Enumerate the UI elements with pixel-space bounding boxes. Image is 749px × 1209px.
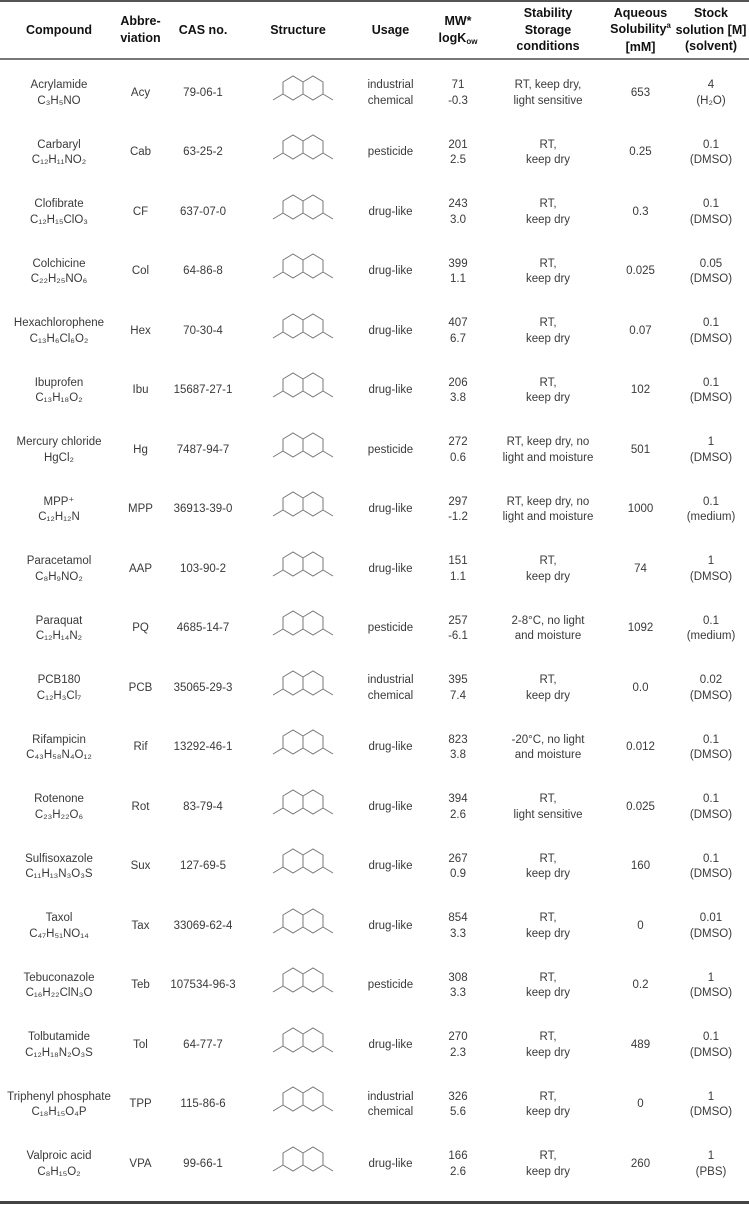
solubility-cell: 501 — [630, 443, 651, 456]
abbreviation-cell: VPA — [129, 1157, 152, 1170]
compound-formula: C₂₂H₂₅NO₆ — [30, 273, 88, 286]
stability-cell: RT, keep dry — [525, 555, 571, 583]
table-row — [0, 1076, 749, 1136]
solubility-cell: 653 — [630, 86, 651, 99]
cas-cell: 36913-39-0 — [173, 503, 233, 516]
col-stock: Stock solution [M] (solvent) — [675, 5, 747, 54]
usage-cell: industrial chemical — [367, 674, 414, 702]
cas-cell: 35065-29-3 — [173, 681, 233, 694]
mw-logkow-cell: 272 0.6 — [448, 436, 468, 464]
abbreviation-cell: Sux — [130, 860, 151, 873]
solubility-cell: 0 — [637, 919, 644, 932]
stock-cell: 0.1 (DMSO) — [689, 317, 733, 345]
bottom-rule — [0, 1201, 749, 1204]
stock-cell: 0.1 (DMSO) — [689, 138, 733, 167]
table-body — [0, 60, 749, 1195]
stability-cell: RT, keep dry — [525, 1150, 571, 1178]
table-row — [0, 362, 749, 422]
compound-name: Tolbutamide — [27, 1031, 90, 1044]
compound-cell — [0, 852, 118, 883]
stock-cell: 0.02 (DMSO) — [689, 674, 733, 702]
structure-icon — [243, 605, 353, 653]
structure-icon — [243, 129, 353, 177]
stability-cell: -20°C, no light and moisture — [511, 733, 585, 762]
mw-logkow-cell: 151 1.1 — [448, 555, 468, 583]
compound-cell — [0, 435, 118, 466]
stock-cell: 0.01 (DMSO) — [689, 912, 733, 940]
table-row — [0, 957, 749, 1017]
compound-name: MPP⁺ — [43, 495, 75, 508]
stock-cell: 1 (PBS) — [695, 1150, 727, 1178]
compound-formula: C₁₂H₁₁NO₂ — [31, 154, 87, 167]
compound-cell — [0, 1090, 118, 1121]
solubility-cell: 0.0 — [632, 681, 649, 694]
compound-cell — [0, 1030, 118, 1061]
table-row — [0, 421, 749, 481]
table-row — [0, 481, 749, 541]
stability-cell: RT, keep dry — [525, 198, 571, 226]
solubility-cell: 102 — [630, 384, 651, 397]
compound-formula: HgCl₂ — [43, 451, 75, 464]
table-row — [0, 897, 749, 957]
compound-name: Tebuconazole — [23, 971, 95, 984]
compound-formula: C₃H₅NO — [37, 94, 81, 107]
stock-cell: 0.05 (DMSO) — [689, 257, 733, 286]
cas-cell: 99-66-1 — [183, 1157, 223, 1170]
mw-logkow-cell: 823 3.8 — [448, 733, 468, 762]
structure-icon — [243, 1141, 353, 1189]
stability-cell: RT, keep dry — [525, 852, 571, 881]
table-row — [0, 124, 749, 184]
stock-cell: 4 (H₂O) — [696, 79, 726, 107]
usage-cell: pesticide — [367, 622, 414, 635]
solubility-cell: 1000 — [627, 503, 654, 516]
compound-name: PCB180 — [37, 674, 81, 687]
abbreviation-cell: AAP — [128, 562, 152, 575]
structure-icon — [243, 189, 353, 237]
compound-cell — [0, 792, 118, 823]
cas-cell: 64-77-7 — [183, 1038, 223, 1051]
col-solubility: Aqueous Solubility$^a$ [mM] — [610, 5, 671, 54]
stability-cell: RT, keep dry — [525, 317, 571, 345]
compound-name: Rotenone — [34, 793, 84, 806]
compound-cell — [0, 733, 118, 764]
stock-cell: 0.1 (DMSO) — [689, 733, 733, 762]
abbreviation-cell: MPP — [128, 503, 153, 516]
compound-name: Colchicine — [32, 257, 86, 270]
usage-cell: drug-like — [368, 205, 413, 218]
compound-formula: C₁₂H₁₂N — [38, 511, 80, 524]
compound-formula: C₁₃H₆Cl₆O₂ — [29, 332, 89, 345]
compound-cell — [0, 911, 118, 942]
cas-cell: 637-07-0 — [179, 205, 227, 218]
structure-icon — [243, 1022, 353, 1070]
usage-cell: industrial chemical — [367, 1090, 414, 1119]
stock-cell: 1 (DMSO) — [689, 971, 733, 1000]
abbreviation-cell: TPP — [129, 1098, 152, 1111]
solubility-cell: 0.25 — [629, 146, 652, 159]
cas-cell: 83-79-4 — [183, 800, 223, 813]
compound-cell — [0, 376, 118, 407]
mw-logkow-cell: 326 5.6 — [448, 1090, 468, 1119]
usage-cell: drug-like — [368, 384, 413, 397]
col-mw-logkow: MW* logK$_{ow}$ — [438, 13, 478, 46]
col-compound: Compound — [26, 22, 92, 37]
compound-cell — [0, 78, 118, 109]
usage-cell: drug-like — [368, 919, 413, 932]
compound-name: Carbaryl — [37, 138, 81, 151]
compound-cell — [0, 614, 118, 645]
compound-formula: C₁₂H₁₄N₂ — [35, 630, 83, 643]
solubility-cell: 0.2 — [632, 979, 649, 992]
stability-cell: RT, keep dry — [525, 138, 571, 167]
solubility-cell: 1092 — [627, 622, 654, 635]
cas-cell: 13292-46-1 — [173, 741, 233, 754]
abbreviation-cell: Acy — [130, 86, 151, 99]
stock-cell: 1 (DMSO) — [689, 1090, 733, 1119]
usage-cell: drug-like — [368, 324, 413, 337]
structure-icon — [243, 962, 353, 1010]
usage-cell: pesticide — [367, 979, 414, 992]
stock-cell: 0.1 (medium) — [686, 495, 736, 524]
mw-logkow-cell: 297 -1.2 — [448, 495, 468, 524]
compound-cell — [0, 197, 118, 228]
stock-cell: 0.1 (DMSO) — [689, 198, 733, 226]
structure-icon — [243, 1081, 353, 1129]
table-row — [0, 719, 749, 779]
mw-logkow-cell: 71 -0.3 — [448, 79, 468, 107]
compound-name: Mercury chloride — [16, 436, 102, 449]
stability-cell: RT, keep dry — [525, 912, 571, 940]
table-row — [0, 183, 749, 243]
compound-name: Acrylamide — [30, 79, 88, 92]
abbreviation-cell: Cab — [129, 146, 152, 159]
solubility-cell: 0.07 — [629, 324, 652, 337]
compound-cell — [0, 257, 118, 288]
compound-cell — [0, 495, 118, 526]
compound-formula: C₁₆H₂₂ClN₃O — [25, 987, 93, 1000]
structure-icon — [243, 665, 353, 713]
compound-cell — [0, 971, 118, 1002]
structure-icon — [243, 308, 353, 356]
col-stability: Stability Storage conditions — [516, 5, 580, 54]
abbreviation-cell: Tol — [133, 1038, 148, 1051]
table-row — [0, 838, 749, 898]
stability-cell: 2-8°C, no light and moisture — [511, 614, 585, 643]
compound-name: Sulfisoxazole — [25, 852, 93, 865]
compound-cell — [0, 316, 118, 347]
col-structure: Structure — [270, 22, 326, 37]
compound-name: Valproic acid — [26, 1150, 92, 1163]
table-header — [0, 0, 749, 60]
compound-formula: C₁₈H₁₅O₄P — [31, 1106, 87, 1119]
mw-logkow-cell: 201 2.5 — [448, 138, 468, 167]
abbreviation-cell: Rif — [133, 741, 148, 754]
solubility-cell: 0 — [637, 1098, 644, 1111]
stability-cell: RT, keep dry — [525, 971, 571, 1000]
compound-formula: C₁₂H₃Cl₇ — [36, 689, 82, 702]
stock-cell: 1 (DMSO) — [689, 436, 733, 464]
usage-cell: drug-like — [368, 562, 413, 575]
solubility-cell: 260 — [630, 1157, 651, 1170]
mw-logkow-cell: 308 3.3 — [448, 971, 468, 1000]
stability-cell: RT, keep dry, no light and moisture — [502, 436, 594, 464]
cas-cell: 15687-27-1 — [173, 384, 233, 397]
stability-cell: RT, keep dry — [525, 257, 571, 286]
mw-logkow-cell: 407 6.7 — [448, 317, 468, 345]
structure-icon — [243, 784, 353, 832]
compound-name: Hexachlorophene — [13, 317, 105, 330]
abbreviation-cell: Rot — [131, 800, 150, 813]
abbreviation-cell: Teb — [131, 979, 150, 992]
compound-formula: C₄₃H₅₈N₄O₁₂ — [26, 749, 92, 762]
compound-formula: C₁₂H₁₅ClO₃ — [30, 213, 88, 226]
table-row — [0, 540, 749, 600]
table-row — [0, 659, 749, 719]
abbreviation-cell: PQ — [132, 622, 149, 635]
table-row — [0, 64, 749, 124]
mw-logkow-cell: 267 0.9 — [448, 852, 468, 881]
abbreviation-cell: Hex — [130, 324, 151, 337]
compound-formula: C₂₃H₂₂O₆ — [34, 808, 84, 821]
stability-cell: RT, keep dry — [525, 1031, 571, 1059]
compound-cell — [0, 1149, 118, 1180]
structure-icon — [243, 546, 353, 594]
stock-cell: 0.1 (DMSO) — [689, 1031, 733, 1059]
structure-icon — [243, 367, 353, 415]
solubility-cell: 0.025 — [626, 265, 655, 278]
table-row — [0, 302, 749, 362]
mw-logkow-cell: 854 3.3 — [448, 912, 468, 940]
compound-cell — [0, 554, 118, 585]
abbreviation-cell: Hg — [133, 443, 148, 456]
table-row — [0, 600, 749, 660]
mw-logkow-cell: 270 2.3 — [448, 1031, 468, 1059]
table-row — [0, 778, 749, 838]
compound-cell — [0, 138, 118, 169]
compound-formula: C₈H₉NO₂ — [35, 570, 83, 583]
usage-cell: drug-like — [368, 860, 413, 873]
cas-cell: 70-30-4 — [183, 324, 223, 337]
stock-cell: 0.1 (medium) — [686, 614, 736, 643]
compound-name: Triphenyl phosphate — [7, 1090, 111, 1103]
solubility-cell: 0.3 — [632, 205, 649, 218]
table-row — [0, 243, 749, 303]
cas-cell: 107534-96-3 — [170, 979, 236, 992]
compound-formula: C₈H₁₅O₂ — [37, 1165, 81, 1178]
col-usage: Usage — [371, 22, 410, 37]
compound-name: Paracetamol — [26, 555, 92, 568]
stability-cell: RT, keep dry — [525, 674, 571, 702]
cas-cell: 79-06-1 — [183, 86, 223, 99]
cas-cell: 103-90-2 — [179, 562, 227, 575]
mw-logkow-cell: 166 2.6 — [448, 1150, 468, 1178]
stability-cell: RT, keep dry, no light and moisture — [502, 495, 594, 524]
mw-logkow-cell: 394 2.6 — [448, 793, 468, 821]
compound-cell — [0, 673, 118, 704]
abbreviation-cell: PCB — [128, 681, 153, 694]
compound-formula: C₁₁H₁₃N₃O₃S — [25, 868, 93, 881]
cas-cell: 33069-62-4 — [173, 919, 233, 932]
stability-cell: RT, keep dry — [525, 1090, 571, 1119]
mw-logkow-cell: 243 3.0 — [448, 198, 468, 226]
cas-cell: 4685-14-7 — [176, 622, 230, 635]
stock-cell: 1 (DMSO) — [689, 555, 733, 583]
abbreviation-cell: Tax — [131, 919, 150, 932]
cas-cell: 7487-94-7 — [176, 443, 230, 456]
usage-cell: drug-like — [368, 1157, 413, 1170]
compound-name: Rifampicin — [32, 733, 86, 746]
compound-formula: C₄₇H₅₁NO₁₄ — [29, 927, 89, 940]
solubility-cell: 160 — [630, 860, 651, 873]
mw-logkow-cell: 395 7.4 — [448, 674, 468, 702]
usage-cell: pesticide — [367, 146, 414, 159]
cas-cell: 63-25-2 — [183, 146, 223, 159]
usage-cell: drug-like — [368, 800, 413, 813]
compound-name: Taxol — [45, 912, 73, 925]
col-cas: CAS no. — [178, 22, 228, 37]
mw-logkow-cell: 206 3.8 — [448, 376, 468, 405]
usage-cell: pesticide — [367, 443, 414, 456]
structure-icon — [243, 486, 353, 534]
structure-icon — [243, 70, 353, 118]
solubility-cell: 0.025 — [626, 800, 655, 813]
compound-formula: C₁₃H₁₈O₂ — [35, 392, 83, 405]
compound-formula: C₁₂H₁₈N₂O₃S — [25, 1046, 93, 1059]
abbreviation-cell: Col — [131, 265, 150, 278]
cas-cell: 127-69-5 — [179, 860, 227, 873]
structure-icon — [243, 843, 353, 891]
mw-logkow-cell: 257 -6.1 — [448, 614, 468, 643]
table-row — [0, 1016, 749, 1076]
abbreviation-cell: Ibu — [132, 384, 149, 397]
solubility-cell: 74 — [634, 562, 647, 575]
structure-icon — [243, 427, 353, 475]
stock-cell: 0.1 (DMSO) — [689, 852, 733, 881]
usage-cell: industrial chemical — [367, 79, 414, 107]
abbreviation-cell: CF — [132, 205, 149, 218]
mw-logkow-cell: 399 1.1 — [448, 257, 468, 286]
structure-icon — [243, 248, 353, 296]
compound-name: Clofibrate — [34, 198, 84, 211]
stock-cell: 0.1 (DMSO) — [689, 793, 733, 821]
usage-cell: drug-like — [368, 503, 413, 516]
stability-cell: RT, keep dry, light sensitive — [513, 79, 583, 107]
usage-cell: drug-like — [368, 741, 413, 754]
cas-cell: 64-86-8 — [183, 265, 223, 278]
stability-cell: RT, light sensitive — [513, 793, 583, 821]
structure-icon — [243, 724, 353, 772]
stability-cell: RT, keep dry — [525, 376, 571, 405]
compound-name: Paraquat — [35, 614, 83, 627]
col-abbreviation: Abbre- viation — [120, 14, 161, 45]
usage-cell: drug-like — [368, 265, 413, 278]
usage-cell: drug-like — [368, 1038, 413, 1051]
stock-cell: 0.1 (DMSO) — [689, 376, 733, 405]
solubility-cell: 489 — [630, 1038, 651, 1051]
structure-icon — [243, 903, 353, 951]
table-row — [0, 1135, 749, 1195]
compound-name: Ibuprofen — [34, 376, 84, 389]
cas-cell: 115-86-6 — [180, 1098, 226, 1111]
solubility-cell: 0.012 — [626, 741, 655, 754]
